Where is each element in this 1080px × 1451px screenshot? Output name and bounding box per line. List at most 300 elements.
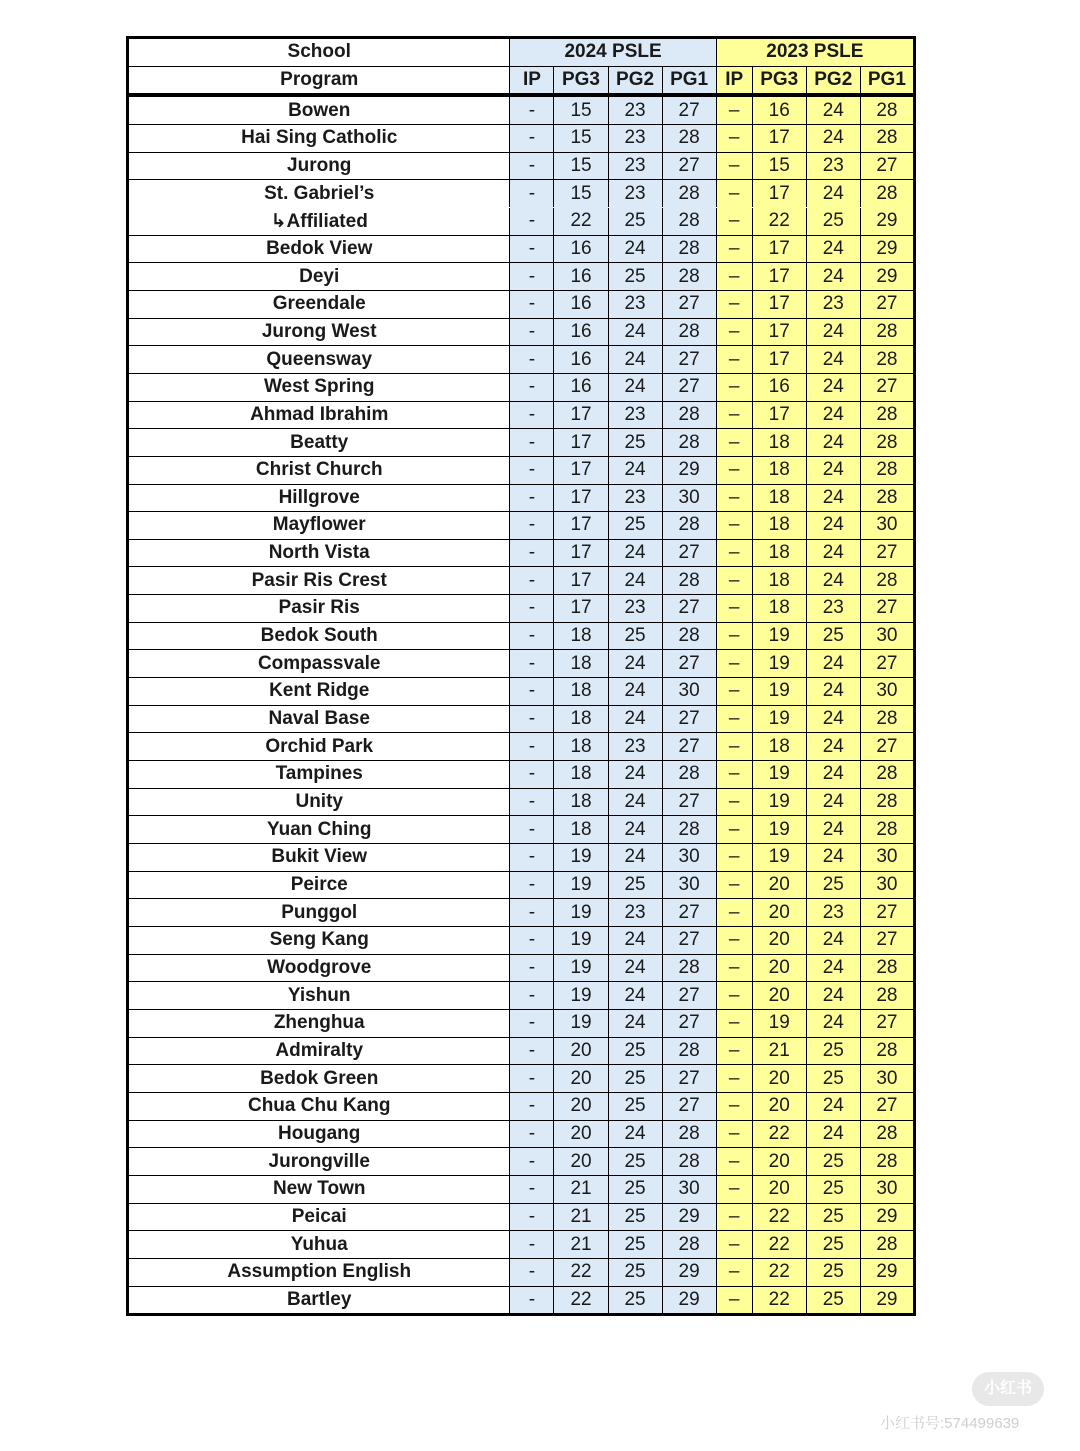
school-name-cell: Bedok View [128, 235, 510, 263]
score-2024-pg2-cell: 23 [608, 401, 662, 429]
score-2023-pg1-cell: 30 [860, 678, 914, 706]
score-2024-pg1-cell: 27 [662, 982, 716, 1010]
score-2024-pg3-cell: 17 [554, 401, 608, 429]
score-2024-ip-cell: - [510, 954, 554, 982]
school-name-cell: Compassvale [128, 650, 510, 678]
school-name-cell: Hai Sing Catholic [128, 124, 510, 152]
score-2023-pg3-cell: 17 [752, 235, 806, 263]
school-name-cell: West Spring [128, 373, 510, 401]
score-2023-ip-cell: – [716, 290, 752, 318]
score-2023-ip-cell: – [716, 401, 752, 429]
score-2023-pg3-cell: 15 [752, 152, 806, 180]
school-name-cell: Punggol [128, 899, 510, 927]
score-2024-ip-cell: - [510, 595, 554, 623]
table-row [128, 180, 915, 208]
score-2023-pg1-cell: 27 [860, 539, 914, 567]
score-2023-pg1-cell: 29 [860, 235, 914, 263]
score-2024-pg3-cell: 18 [554, 705, 608, 733]
score-2024-pg1-cell: 28 [662, 761, 716, 789]
score-2024-pg2-cell: 24 [608, 456, 662, 484]
score-2023-pg2-cell: 24 [806, 512, 860, 540]
score-2024-ip-cell: - [510, 1009, 554, 1037]
score-2023-ip-cell: – [716, 373, 752, 401]
score-2024-pg2-cell: 24 [608, 927, 662, 955]
score-2023-pg3-cell: 19 [752, 761, 806, 789]
school-column-header: School [128, 38, 510, 67]
score-2024-pg3-cell: 19 [554, 954, 608, 982]
score-2023-pg3-cell: 19 [752, 844, 806, 872]
score-2023-pg2-cell: 25 [806, 622, 860, 650]
score-2024-ip-cell: - [510, 678, 554, 706]
score-2024-pg3-cell: 22 [554, 1286, 608, 1315]
table-row [128, 927, 915, 955]
score-2023-ip-cell: – [716, 512, 752, 540]
table-row [128, 512, 915, 540]
score-2023-ip-cell: – [716, 1148, 752, 1176]
score-2023-pg1-cell: 30 [860, 512, 914, 540]
score-2024-pg3-cell: 21 [554, 1231, 608, 1259]
subheader-2023-pg3: PG3 [752, 66, 806, 95]
score-2024-pg3-cell: 15 [554, 95, 608, 124]
score-2024-pg2-cell: 24 [608, 788, 662, 816]
score-2023-ip-cell: – [716, 705, 752, 733]
score-2024-pg3-cell: 20 [554, 1065, 608, 1093]
score-2024-pg1-cell: 30 [662, 678, 716, 706]
school-name-cell: Greendale [128, 290, 510, 318]
program-column-header: Program [128, 66, 510, 95]
score-2024-ip-cell: - [510, 318, 554, 346]
school-name-cell: Bedok Green [128, 1065, 510, 1093]
score-2023-pg2-cell: 24 [806, 1092, 860, 1120]
score-2024-ip-cell: - [510, 622, 554, 650]
score-2024-pg3-cell: 19 [554, 982, 608, 1010]
school-name-cell: Assumption English [128, 1258, 510, 1286]
table-row [128, 263, 915, 291]
score-2024-ip-cell: - [510, 650, 554, 678]
table-row [128, 401, 915, 429]
subheader-2024-pg3: PG3 [554, 66, 608, 95]
score-2023-ip-cell: – [716, 761, 752, 789]
score-2023-pg2-cell: 25 [806, 871, 860, 899]
score-2023-ip-cell: – [716, 263, 752, 291]
score-2024-ip-cell: - [510, 1203, 554, 1231]
score-2023-pg3-cell: 17 [752, 401, 806, 429]
score-2023-pg2-cell: 23 [806, 290, 860, 318]
score-2024-pg1-cell: 29 [662, 1258, 716, 1286]
score-2023-pg3-cell: 19 [752, 1009, 806, 1037]
school-name-cell: Orchid Park [128, 733, 510, 761]
score-2024-pg2-cell: 24 [608, 373, 662, 401]
score-2024-ip-cell: - [510, 816, 554, 844]
score-2024-pg3-cell: 17 [554, 484, 608, 512]
score-2023-ip-cell: – [716, 1203, 752, 1231]
school-name-cell: Yuhua [128, 1231, 510, 1259]
score-2024-pg2-cell: 25 [608, 1258, 662, 1286]
score-2023-pg3-cell: 20 [752, 1175, 806, 1203]
score-2024-pg2-cell: 23 [608, 290, 662, 318]
score-2023-ip-cell: – [716, 318, 752, 346]
school-name-cell: Hillgrove [128, 484, 510, 512]
score-2024-ip-cell: - [510, 512, 554, 540]
score-2024-pg3-cell: 17 [554, 539, 608, 567]
score-2024-pg1-cell: 30 [662, 844, 716, 872]
score-2023-pg2-cell: 24 [806, 429, 860, 457]
subheader-2024-ip: IP [510, 66, 554, 95]
score-2024-pg1-cell: 29 [662, 456, 716, 484]
header-row-programs [128, 66, 915, 95]
score-2023-pg2-cell: 24 [806, 401, 860, 429]
score-2023-ip-cell: – [716, 1092, 752, 1120]
score-2023-pg1-cell: 30 [860, 1065, 914, 1093]
score-2024-pg3-cell: 18 [554, 761, 608, 789]
table-row [128, 1092, 915, 1120]
score-2023-pg2-cell: 24 [806, 235, 860, 263]
score-2024-pg2-cell: 24 [608, 844, 662, 872]
score-2024-ip-cell: - [510, 1258, 554, 1286]
score-2024-pg3-cell: 17 [554, 456, 608, 484]
score-2024-ip-cell: - [510, 235, 554, 263]
score-2024-pg1-cell: 27 [662, 650, 716, 678]
score-2023-pg1-cell: 29 [860, 1286, 914, 1315]
score-2024-pg1-cell: 28 [662, 429, 716, 457]
score-2023-pg2-cell: 24 [806, 650, 860, 678]
score-2023-pg3-cell: 18 [752, 595, 806, 623]
score-2024-pg2-cell: 24 [608, 1120, 662, 1148]
table-row [128, 954, 915, 982]
score-2024-pg3-cell: 19 [554, 871, 608, 899]
score-2023-pg1-cell: 30 [860, 1175, 914, 1203]
score-2023-pg1-cell: 28 [860, 816, 914, 844]
table-row [128, 761, 915, 789]
score-2024-pg1-cell: 27 [662, 1065, 716, 1093]
score-2024-pg2-cell: 24 [608, 235, 662, 263]
score-2023-pg3-cell: 20 [752, 927, 806, 955]
school-name-cell: Pasir Ris [128, 595, 510, 623]
score-2023-pg3-cell: 18 [752, 512, 806, 540]
score-2024-pg2-cell: 24 [608, 954, 662, 982]
score-2024-ip-cell: - [510, 401, 554, 429]
score-2024-pg3-cell: 16 [554, 346, 608, 374]
header-row-years [128, 38, 915, 67]
score-2023-ip-cell: – [716, 1231, 752, 1259]
score-2024-ip-cell: - [510, 1037, 554, 1065]
score-2023-pg1-cell: 29 [860, 207, 914, 235]
score-2024-pg2-cell: 24 [608, 761, 662, 789]
score-2023-pg3-cell: 16 [752, 95, 806, 124]
score-2023-pg1-cell: 30 [860, 844, 914, 872]
score-2024-pg1-cell: 28 [662, 207, 716, 235]
score-2023-pg2-cell: 24 [806, 844, 860, 872]
score-2023-pg1-cell: 28 [860, 124, 914, 152]
score-2024-pg3-cell: 15 [554, 124, 608, 152]
score-2024-ip-cell: - [510, 263, 554, 291]
score-2023-ip-cell: – [716, 235, 752, 263]
score-2023-pg1-cell: 29 [860, 1203, 914, 1231]
score-2024-ip-cell: - [510, 1286, 554, 1315]
score-2024-ip-cell: - [510, 927, 554, 955]
score-2024-pg3-cell: 16 [554, 373, 608, 401]
score-2023-pg2-cell: 24 [806, 982, 860, 1010]
score-2023-ip-cell: – [716, 1286, 752, 1315]
score-2023-pg1-cell: 27 [860, 290, 914, 318]
score-2023-pg1-cell: 27 [860, 373, 914, 401]
score-2024-pg1-cell: 30 [662, 871, 716, 899]
score-2023-pg3-cell: 22 [752, 1231, 806, 1259]
score-2024-pg1-cell: 28 [662, 1231, 716, 1259]
table-row [128, 650, 915, 678]
score-2024-pg1-cell: 27 [662, 373, 716, 401]
subheader-2024-pg1: PG1 [662, 66, 716, 95]
score-2024-pg1-cell: 28 [662, 401, 716, 429]
score-2023-pg3-cell: 20 [752, 954, 806, 982]
score-2024-pg2-cell: 24 [608, 567, 662, 595]
score-2023-pg3-cell: 22 [752, 1258, 806, 1286]
score-2023-ip-cell: – [716, 1065, 752, 1093]
score-2023-pg2-cell: 24 [806, 954, 860, 982]
score-2024-pg3-cell: 20 [554, 1037, 608, 1065]
score-2023-pg3-cell: 19 [752, 678, 806, 706]
score-2024-pg3-cell: 21 [554, 1203, 608, 1231]
score-2023-ip-cell: – [716, 1258, 752, 1286]
score-2023-pg1-cell: 28 [860, 95, 914, 124]
score-2024-pg2-cell: 24 [608, 982, 662, 1010]
score-2023-pg1-cell: 29 [860, 1258, 914, 1286]
score-2023-ip-cell: – [716, 95, 752, 124]
score-2023-pg1-cell: 28 [860, 761, 914, 789]
score-2024-ip-cell: - [510, 180, 554, 208]
table-row [128, 456, 915, 484]
table-row [128, 124, 915, 152]
score-2024-ip-cell: - [510, 152, 554, 180]
score-2024-pg3-cell: 19 [554, 844, 608, 872]
score-2024-ip-cell: - [510, 1175, 554, 1203]
score-2023-pg2-cell: 24 [806, 1009, 860, 1037]
score-2024-ip-cell: - [510, 484, 554, 512]
score-2023-pg2-cell: 24 [806, 567, 860, 595]
score-2023-pg1-cell: 28 [860, 346, 914, 374]
score-2024-ip-cell: - [510, 124, 554, 152]
score-2023-pg1-cell: 27 [860, 1009, 914, 1037]
score-2023-pg3-cell: 20 [752, 1092, 806, 1120]
subheader-2023-pg2: PG2 [806, 66, 860, 95]
table-row [128, 235, 915, 263]
table-row [128, 318, 915, 346]
score-2023-ip-cell: – [716, 456, 752, 484]
score-2023-pg1-cell: 27 [860, 1092, 914, 1120]
score-2023-pg3-cell: 21 [752, 1037, 806, 1065]
score-2023-pg2-cell: 24 [806, 346, 860, 374]
score-2023-ip-cell: – [716, 982, 752, 1010]
score-2023-pg1-cell: 28 [860, 705, 914, 733]
score-2024-pg1-cell: 27 [662, 95, 716, 124]
score-2024-ip-cell: - [510, 1092, 554, 1120]
score-2024-pg1-cell: 27 [662, 1092, 716, 1120]
table-row [128, 290, 915, 318]
score-2024-pg1-cell: 28 [662, 954, 716, 982]
score-2024-pg1-cell: 30 [662, 484, 716, 512]
table-row [128, 539, 915, 567]
school-name-cell: New Town [128, 1175, 510, 1203]
score-2023-pg3-cell: 20 [752, 1065, 806, 1093]
score-2024-pg1-cell: 28 [662, 1148, 716, 1176]
score-2023-ip-cell: – [716, 899, 752, 927]
table-row [128, 1037, 915, 1065]
score-2023-ip-cell: – [716, 152, 752, 180]
school-name-cell: Zhenghua [128, 1009, 510, 1037]
table-row [128, 816, 915, 844]
score-2023-ip-cell: – [716, 1009, 752, 1037]
score-2024-pg2-cell: 24 [608, 678, 662, 706]
score-2023-ip-cell: – [716, 733, 752, 761]
score-2023-pg1-cell: 28 [860, 401, 914, 429]
score-2024-ip-cell: - [510, 429, 554, 457]
table-row [128, 1148, 915, 1176]
score-2023-pg3-cell: 22 [752, 1286, 806, 1315]
score-2023-pg2-cell: 24 [806, 1120, 860, 1148]
subheader-2023-pg1: PG1 [860, 66, 914, 95]
score-2023-ip-cell: – [716, 207, 752, 235]
score-2024-pg1-cell: 28 [662, 124, 716, 152]
score-2023-pg3-cell: 19 [752, 788, 806, 816]
score-2023-pg2-cell: 24 [806, 761, 860, 789]
table-row [128, 1120, 915, 1148]
table-row [128, 346, 915, 374]
school-name-cell: ↳Affiliated [128, 207, 510, 235]
score-2024-pg2-cell: 25 [608, 429, 662, 457]
school-name-cell: Chua Chu Kang [128, 1092, 510, 1120]
score-2023-pg3-cell: 20 [752, 982, 806, 1010]
school-name-cell: Pasir Ris Crest [128, 567, 510, 595]
score-2024-pg3-cell: 17 [554, 595, 608, 623]
school-name-cell: Bartley [128, 1286, 510, 1315]
score-2023-pg2-cell: 24 [806, 927, 860, 955]
table-row [128, 373, 915, 401]
score-2023-pg2-cell: 24 [806, 788, 860, 816]
score-2024-pg3-cell: 16 [554, 263, 608, 291]
score-2023-pg2-cell: 24 [806, 373, 860, 401]
school-name-cell: Jurongville [128, 1148, 510, 1176]
school-name-cell: Beatty [128, 429, 510, 457]
score-2024-ip-cell: - [510, 761, 554, 789]
score-2023-ip-cell: – [716, 595, 752, 623]
school-name-cell: Tampines [128, 761, 510, 789]
score-2023-pg3-cell: 17 [752, 290, 806, 318]
score-2024-pg2-cell: 23 [608, 899, 662, 927]
score-2023-pg3-cell: 20 [752, 899, 806, 927]
table-row [128, 844, 915, 872]
score-2024-pg3-cell: 18 [554, 788, 608, 816]
score-2023-pg2-cell: 24 [806, 318, 860, 346]
score-2023-pg2-cell: 25 [806, 1037, 860, 1065]
score-2024-pg2-cell: 25 [608, 1231, 662, 1259]
score-2024-pg2-cell: 23 [608, 484, 662, 512]
score-2024-pg2-cell: 24 [608, 346, 662, 374]
score-2023-ip-cell: – [716, 539, 752, 567]
score-2023-pg1-cell: 28 [860, 1037, 914, 1065]
score-2024-ip-cell: - [510, 567, 554, 595]
score-2024-pg1-cell: 27 [662, 705, 716, 733]
score-2023-pg2-cell: 25 [806, 1286, 860, 1315]
score-2024-pg1-cell: 28 [662, 816, 716, 844]
score-2024-pg3-cell: 16 [554, 290, 608, 318]
score-2023-pg1-cell: 28 [860, 1148, 914, 1176]
score-2024-pg3-cell: 19 [554, 1009, 608, 1037]
score-2024-pg2-cell: 25 [608, 1037, 662, 1065]
score-2023-ip-cell: – [716, 816, 752, 844]
score-2024-pg1-cell: 27 [662, 290, 716, 318]
score-2024-ip-cell: - [510, 539, 554, 567]
score-2023-pg1-cell: 28 [860, 954, 914, 982]
school-name-cell: North Vista [128, 539, 510, 567]
table-row [128, 152, 915, 180]
score-2023-pg3-cell: 19 [752, 816, 806, 844]
score-2024-pg3-cell: 18 [554, 678, 608, 706]
score-2024-pg1-cell: 28 [662, 318, 716, 346]
score-2023-pg3-cell: 17 [752, 180, 806, 208]
table-row [128, 788, 915, 816]
score-2023-pg2-cell: 25 [806, 1175, 860, 1203]
score-2023-pg2-cell: 25 [806, 1203, 860, 1231]
score-2024-pg2-cell: 25 [608, 1148, 662, 1176]
score-2024-ip-cell: - [510, 982, 554, 1010]
score-2023-pg1-cell: 28 [860, 1120, 914, 1148]
score-2024-pg2-cell: 23 [608, 95, 662, 124]
school-name-cell: Bedok South [128, 622, 510, 650]
school-name-cell: St. Gabriel’s [128, 180, 510, 208]
score-2023-pg1-cell: 28 [860, 180, 914, 208]
year-2023-header: 2023 PSLE [716, 38, 914, 67]
score-2024-pg2-cell: 23 [608, 733, 662, 761]
score-2024-pg3-cell: 15 [554, 180, 608, 208]
score-2023-pg3-cell: 22 [752, 1120, 806, 1148]
school-name-cell: Naval Base [128, 705, 510, 733]
score-2024-pg3-cell: 22 [554, 1258, 608, 1286]
score-2024-ip-cell: - [510, 456, 554, 484]
score-2024-pg2-cell: 24 [608, 816, 662, 844]
score-2023-pg2-cell: 24 [806, 180, 860, 208]
score-2023-pg3-cell: 18 [752, 539, 806, 567]
school-name-cell: Bowen [128, 95, 510, 124]
score-2024-ip-cell: - [510, 346, 554, 374]
school-name-cell: Yishun [128, 982, 510, 1010]
score-2024-pg3-cell: 18 [554, 650, 608, 678]
score-2023-pg1-cell: 28 [860, 456, 914, 484]
score-2023-pg3-cell: 18 [752, 429, 806, 457]
score-2023-pg2-cell: 25 [806, 1065, 860, 1093]
school-name-cell: Jurong West [128, 318, 510, 346]
school-name-cell: Queensway [128, 346, 510, 374]
table-row [128, 705, 915, 733]
score-2023-pg1-cell: 28 [860, 788, 914, 816]
score-2024-pg1-cell: 28 [662, 235, 716, 263]
score-2023-pg2-cell: 24 [806, 484, 860, 512]
score-2024-pg1-cell: 27 [662, 733, 716, 761]
school-name-cell: Hougang [128, 1120, 510, 1148]
score-2024-pg3-cell: 17 [554, 429, 608, 457]
score-2023-pg2-cell: 24 [806, 678, 860, 706]
score-2023-pg1-cell: 28 [860, 484, 914, 512]
score-2023-ip-cell: – [716, 1175, 752, 1203]
score-2023-pg3-cell: 18 [752, 733, 806, 761]
score-2024-pg1-cell: 27 [662, 346, 716, 374]
score-2023-ip-cell: – [716, 429, 752, 457]
score-2023-pg2-cell: 25 [806, 1148, 860, 1176]
score-2024-ip-cell: - [510, 1148, 554, 1176]
score-2024-pg2-cell: 23 [608, 595, 662, 623]
score-2024-pg2-cell: 25 [608, 1092, 662, 1120]
score-2023-pg1-cell: 27 [860, 927, 914, 955]
table-row [128, 1231, 915, 1259]
